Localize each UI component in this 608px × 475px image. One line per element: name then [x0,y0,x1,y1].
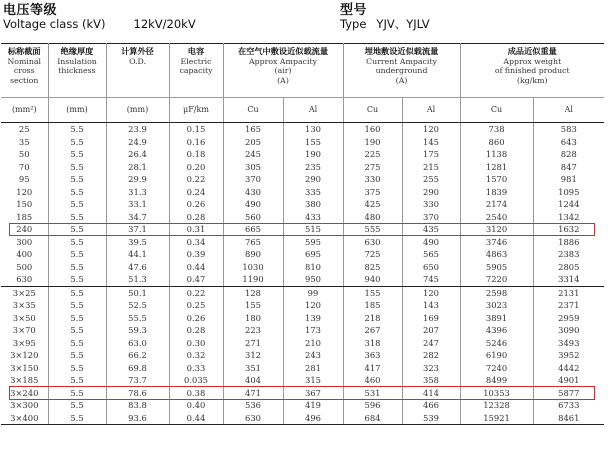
sub-weight-al: Al [533,98,604,123]
table-cell: 44.1 [106,248,169,261]
table-cell: 10353 [460,387,533,400]
table-cell: 4396 [460,324,533,337]
table-row [1,198,604,211]
table-cell: 1342 [533,211,604,224]
table-cell: 169 [402,312,460,325]
table-cell: 23.9 [106,123,169,136]
table-cell: 466 [402,399,460,412]
table-cell: 400 [16,249,33,259]
type-label: Type [340,17,367,31]
table-cell: 1570 [460,173,533,186]
table-cell: 31.3 [106,186,169,199]
table-cell: 95 [18,174,30,184]
table-cell: 3×35 [12,300,36,310]
table-cell: 5.5 [48,223,106,236]
table-cell: 810 [283,261,343,274]
table-cell: 0.24 [169,186,223,199]
table-cell: 207 [402,324,460,337]
table-row [1,399,604,412]
table-cell: 0.25 [169,299,223,312]
table-cell: 63.0 [106,337,169,350]
table-cell: 99 [283,286,343,299]
table-cell: 950 [283,273,343,286]
table-cell: 78.6 [106,387,169,400]
table-row [1,248,604,261]
table-cell: 223 [223,324,283,337]
table-cell: 33.1 [106,198,169,211]
table-cell: 650 [402,261,460,274]
table-cell: 425 [343,198,402,211]
table-cell: 5.5 [48,261,106,274]
table-cell: 143 [402,299,460,312]
single-core-rows [1,123,604,287]
table-cell: 245 [223,148,283,161]
table-cell: 3×300 [10,400,39,410]
table-cell: 37.1 [106,223,169,236]
table-cell: 185 [16,211,33,222]
table-cell: 3023 [460,299,533,312]
table-cell: 5.5 [48,198,106,211]
table-cell: 128 [223,286,283,299]
table-cell: 330 [343,173,402,186]
table-cell: 430 [223,186,283,199]
table-cell: 940 [343,273,402,286]
table-cell: 145 [402,136,460,149]
table-cell: 3×185 [10,375,39,385]
table-cell: 282 [402,349,460,362]
table-cell: 496 [283,412,343,425]
table-cell: 28.1 [106,161,169,174]
table-row [1,349,604,362]
table-cell: 0.44 [169,261,223,274]
table-cell: 375 [343,186,402,199]
table-cell: 765 [223,236,283,249]
table-cell: 59.3 [106,324,169,337]
table-cell: 643 [533,136,604,149]
table-cell: 555 [343,223,402,236]
table-cell: 215 [402,161,460,174]
table-cell: 3×120 [10,350,39,360]
table-cell: 290 [283,173,343,186]
unit-od: (mm) [106,98,169,123]
sub-ground-al: Al [402,98,460,123]
table-cell: 175 [402,148,460,161]
table-cell: 190 [343,136,402,149]
table-cell: 218 [343,312,402,325]
table-cell: 536 [223,399,283,412]
table-cell: 52.5 [106,299,169,312]
table-cell: 2540 [460,211,533,224]
table-cell: 5.5 [48,312,106,325]
table-cell: 370 [402,211,460,224]
table-cell: 73.7 [106,374,169,387]
table-cell: 25 [18,124,30,134]
table-cell: 165 [223,123,283,136]
table-cell: 684 [343,412,402,425]
table-cell: 595 [283,236,343,249]
table-row [1,136,604,149]
table-cell: 560 [223,211,283,224]
table-cell: 3314 [533,273,604,286]
table-row [1,236,604,249]
table-cell: 5877 [533,387,604,400]
table-cell: 435 [402,223,460,236]
table-cell: 7240 [460,362,533,375]
table-cell: 370 [223,173,283,186]
table-cell: 267 [343,324,402,337]
col-ground-ampacity-header: 埋地敷设近似载流量 Current Ampacity underground (A) [343,44,460,98]
table-cell: 3090 [533,324,604,337]
table-cell: 5.5 [48,286,106,299]
table-cell: 2371 [533,299,604,312]
table-cell: 5.5 [48,412,106,425]
table-cell: 630 [1,273,48,286]
table-cell: 2959 [533,312,604,325]
table-cell: 173 [283,324,343,337]
table-row [1,123,604,136]
table-cell: 2383 [533,248,604,261]
table-cell: 1281 [460,161,533,174]
table-cell: 5.5 [48,387,106,400]
table-cell: 1030 [223,261,283,274]
table-cell: 34.7 [106,211,169,224]
table-cell: 335 [283,186,343,199]
table-cell: 1839 [460,186,533,199]
table-row [1,148,604,161]
unit-capacity: μF/km [169,98,223,123]
table-cell: 281 [283,362,343,375]
table-row [1,273,604,286]
col-insulation-header: 绝缘厚度 Insulation thickness [48,44,106,98]
table-cell: 8461 [533,412,604,425]
table-cell: 367 [283,387,343,400]
unit-insulation: (mm) [48,98,106,123]
table-cell: 0.22 [169,173,223,186]
table-cell: 155 [223,299,283,312]
table-cell: 5.5 [48,349,106,362]
table-cell: 5.5 [48,362,106,375]
table-cell: 35 [18,136,30,147]
table-cell: 50 [18,149,30,159]
table-cell: 2174 [460,198,533,211]
table-cell: 5.5 [48,299,106,312]
table-cell: 3×95 [12,337,36,348]
table-row [1,374,604,387]
table-cell: 5.5 [48,148,106,161]
three-core-rows [1,286,604,425]
table-cell: 290 [402,186,460,199]
table-cell: 4901 [533,374,604,387]
table-cell: 531 [343,387,402,400]
table-cell: 4442 [533,362,604,375]
table-cell: 5.5 [48,324,106,337]
table-cell: 1095 [533,186,604,199]
sub-ground-cu: Cu [343,98,402,123]
table-row [1,286,604,299]
table-row [1,223,604,236]
table-cell: 738 [460,123,533,136]
table-cell: 460 [343,374,402,387]
table-cell: 243 [283,349,343,362]
table-cell: 351 [223,362,283,375]
table-cell: 240 [16,224,33,234]
table-cell: 5905 [460,261,533,274]
voltage-class-label: Voltage class (kV) [3,17,106,31]
table-cell: 0.28 [169,324,223,337]
table-cell: 225 [343,148,402,161]
table-cell: 69.8 [106,362,169,375]
table-cell: 6190 [460,349,533,362]
table-cell: 190 [283,148,343,161]
table-cell: 890 [223,248,283,261]
table-row [1,261,604,274]
table-cell: 1632 [533,223,604,236]
table-cell: 0.22 [169,286,223,299]
table-cell: 3746 [460,236,533,249]
table-cell: 323 [402,362,460,375]
table-cell: 5.5 [48,123,106,136]
table-cell: 120 [283,299,343,312]
table-cell: 120 [402,123,460,136]
table-cell: 828 [533,148,604,161]
table-row [1,412,604,425]
table-cell: 51.3 [106,273,169,286]
table-cell: 12328 [460,399,533,412]
table-cell: 210 [283,337,343,350]
unit-section: (mm²) [1,98,48,123]
table-cell: 3×70 [12,325,36,335]
table-cell: 6733 [533,399,604,412]
table-cell: 120 [402,286,460,299]
table-row [1,299,604,312]
table-cell: 1244 [533,198,604,211]
table-cell: 39.5 [106,236,169,249]
table-cell: 70 [18,161,30,172]
table-cell: 29.9 [106,173,169,186]
table-row [1,324,604,337]
type-zh: 型号 [340,3,368,18]
table-cell: 3891 [460,312,533,325]
table-cell: 2598 [460,286,533,299]
table-cell: 235 [283,161,343,174]
table-cell: 3952 [533,349,604,362]
table-cell: 4863 [460,248,533,261]
table-cell: 8499 [460,374,533,387]
table-cell: 3120 [460,223,533,236]
table-cell: 471 [223,387,283,400]
voltage-class-header [3,4,196,31]
table-cell: 0.33 [169,362,223,375]
col-section-header: 标称截面 Nominal cross section [1,44,48,98]
table-cell: 847 [533,161,604,174]
col-air-ampacity-header: 在空气中敷设近似载流量 Approx Ampacity (air) (A) [223,44,343,98]
table-cell: 150 [16,199,33,209]
table-cell: 0.47 [169,273,223,286]
table-cell: 47.6 [106,261,169,274]
table-cell: 500 [16,261,33,272]
table-cell: 665 [223,223,283,236]
table-cell: 2805 [533,261,604,274]
table-cell: 583 [533,123,604,136]
table-cell: 0.035 [169,374,223,387]
table-cell: 0.31 [169,223,223,236]
type-header [340,4,430,31]
table-row [1,387,604,400]
table-cell: 3×240 [10,387,39,398]
table-cell: 5.5 [48,161,106,174]
col-weight-header: 成品近似重量 Approx weight of finished product (kg/km) [460,44,604,98]
table-cell: 315 [283,374,343,387]
table-cell: 155 [283,136,343,149]
table-cell: 0.38 [169,387,223,400]
type-en [340,18,430,31]
table-cell: 0.15 [169,123,223,136]
table-cell: 5.5 [48,186,106,199]
table-row [1,173,604,186]
sub-air-al: Al [283,98,343,123]
table-row [1,161,604,174]
table-cell: 3×50 [12,312,36,323]
table-cell: 255 [402,173,460,186]
table-cell: 5.5 [48,173,106,186]
type-value: YJV、YJLV [376,17,430,31]
table-cell: 1190 [223,273,283,286]
table-cell: 380 [283,198,343,211]
table-cell: 305 [223,161,283,174]
table-cell: 0.30 [169,337,223,350]
table-cell: 5.5 [48,136,106,149]
table-cell: 180 [223,312,283,325]
table-cell: 83.8 [106,399,169,412]
table-cell: 5.5 [48,374,106,387]
table-cell: 0.20 [169,161,223,174]
table-cell: 0.16 [169,136,223,149]
table-cell: 3×400 [1,412,48,425]
table-cell: 358 [402,374,460,387]
table-cell: 275 [343,161,402,174]
table-cell: 139 [283,312,343,325]
sub-air-cu: Cu [223,98,283,123]
table-cell: 981 [533,173,604,186]
table-cell: 404 [223,374,283,387]
table-cell: 312 [223,349,283,362]
table-cell: 26.4 [106,148,169,161]
table-cell: 725 [343,248,402,261]
table-cell: 0.39 [169,248,223,261]
table-cell: 490 [402,236,460,249]
table-cell: 130 [283,123,343,136]
table-cell: 50.1 [106,286,169,299]
table-cell: 596 [343,399,402,412]
table-cell: 0.44 [169,412,223,425]
table-row [1,312,604,325]
table-cell: 318 [343,337,402,350]
table-cell: 417 [343,362,402,375]
table-cell: 155 [343,286,402,299]
table-cell: 0.26 [169,312,223,325]
table-cell: 5.5 [48,211,106,224]
table-cell: 3493 [533,337,604,350]
table-cell: 160 [343,123,402,136]
table-cell: 2131 [533,286,604,299]
table-cell: 185 [343,299,402,312]
table-cell: 93.6 [106,412,169,425]
table-cell: 55.5 [106,312,169,325]
table-row [1,211,604,224]
voltage-class-zh: 电压等级 [3,3,58,18]
table-cell: 0.34 [169,236,223,249]
table-cell: 247 [402,337,460,350]
table-cell: 414 [402,387,460,400]
table-cell: 66.2 [106,349,169,362]
table-cell: 300 [16,236,33,247]
table-row [1,362,604,375]
table-cell: 330 [402,198,460,211]
table-cell: 0.28 [169,211,223,224]
table-cell: 490 [223,198,283,211]
voltage-class-value: 12kV/20kV [133,17,196,31]
table-cell: 433 [283,211,343,224]
table-cell: 5.5 [48,236,106,249]
table-cell: 745 [402,273,460,286]
table-cell: 565 [402,248,460,261]
table-cell: 205 [223,136,283,149]
table-row [1,337,604,350]
table-cell: 630 [223,412,283,425]
table-cell: 5.5 [48,337,106,350]
sub-weight-cu: Cu [460,98,533,123]
table-row [1,186,604,199]
table-cell: 515 [283,223,343,236]
table-cell: 24.9 [106,136,169,149]
table-cell: 0.40 [169,399,223,412]
table-cell: 7220 [460,273,533,286]
table-cell: 825 [343,261,402,274]
table-cell: 0.26 [169,198,223,211]
cable-spec-table [1,43,604,425]
table-cell: 0.32 [169,349,223,362]
table-cell: 363 [343,349,402,362]
voltage-class-en [3,18,196,31]
table-cell: 630 [343,236,402,249]
table-cell: 860 [460,136,533,149]
col-od-header: 计算外径 O.D. [106,44,169,98]
table-cell: 0.18 [169,148,223,161]
table-cell: 120 [16,186,33,197]
table-cell: 15921 [460,412,533,425]
table-cell: 539 [402,412,460,425]
table-cell: 3×150 [10,362,39,373]
table-cell: 695 [283,248,343,261]
table-cell: 1138 [460,148,533,161]
table-cell: 5.5 [48,248,106,261]
table-cell: 3×25 [12,287,36,298]
table-cell: 419 [283,399,343,412]
table-cell: 5246 [460,337,533,350]
table-cell: 480 [343,211,402,224]
col-capacity-header: 电容 Electric capacity [169,44,223,98]
table-cell: 271 [223,337,283,350]
table-cell: 5.5 [48,399,106,412]
table-cell: 1886 [533,236,604,249]
table-cell: 5.5 [48,273,106,286]
